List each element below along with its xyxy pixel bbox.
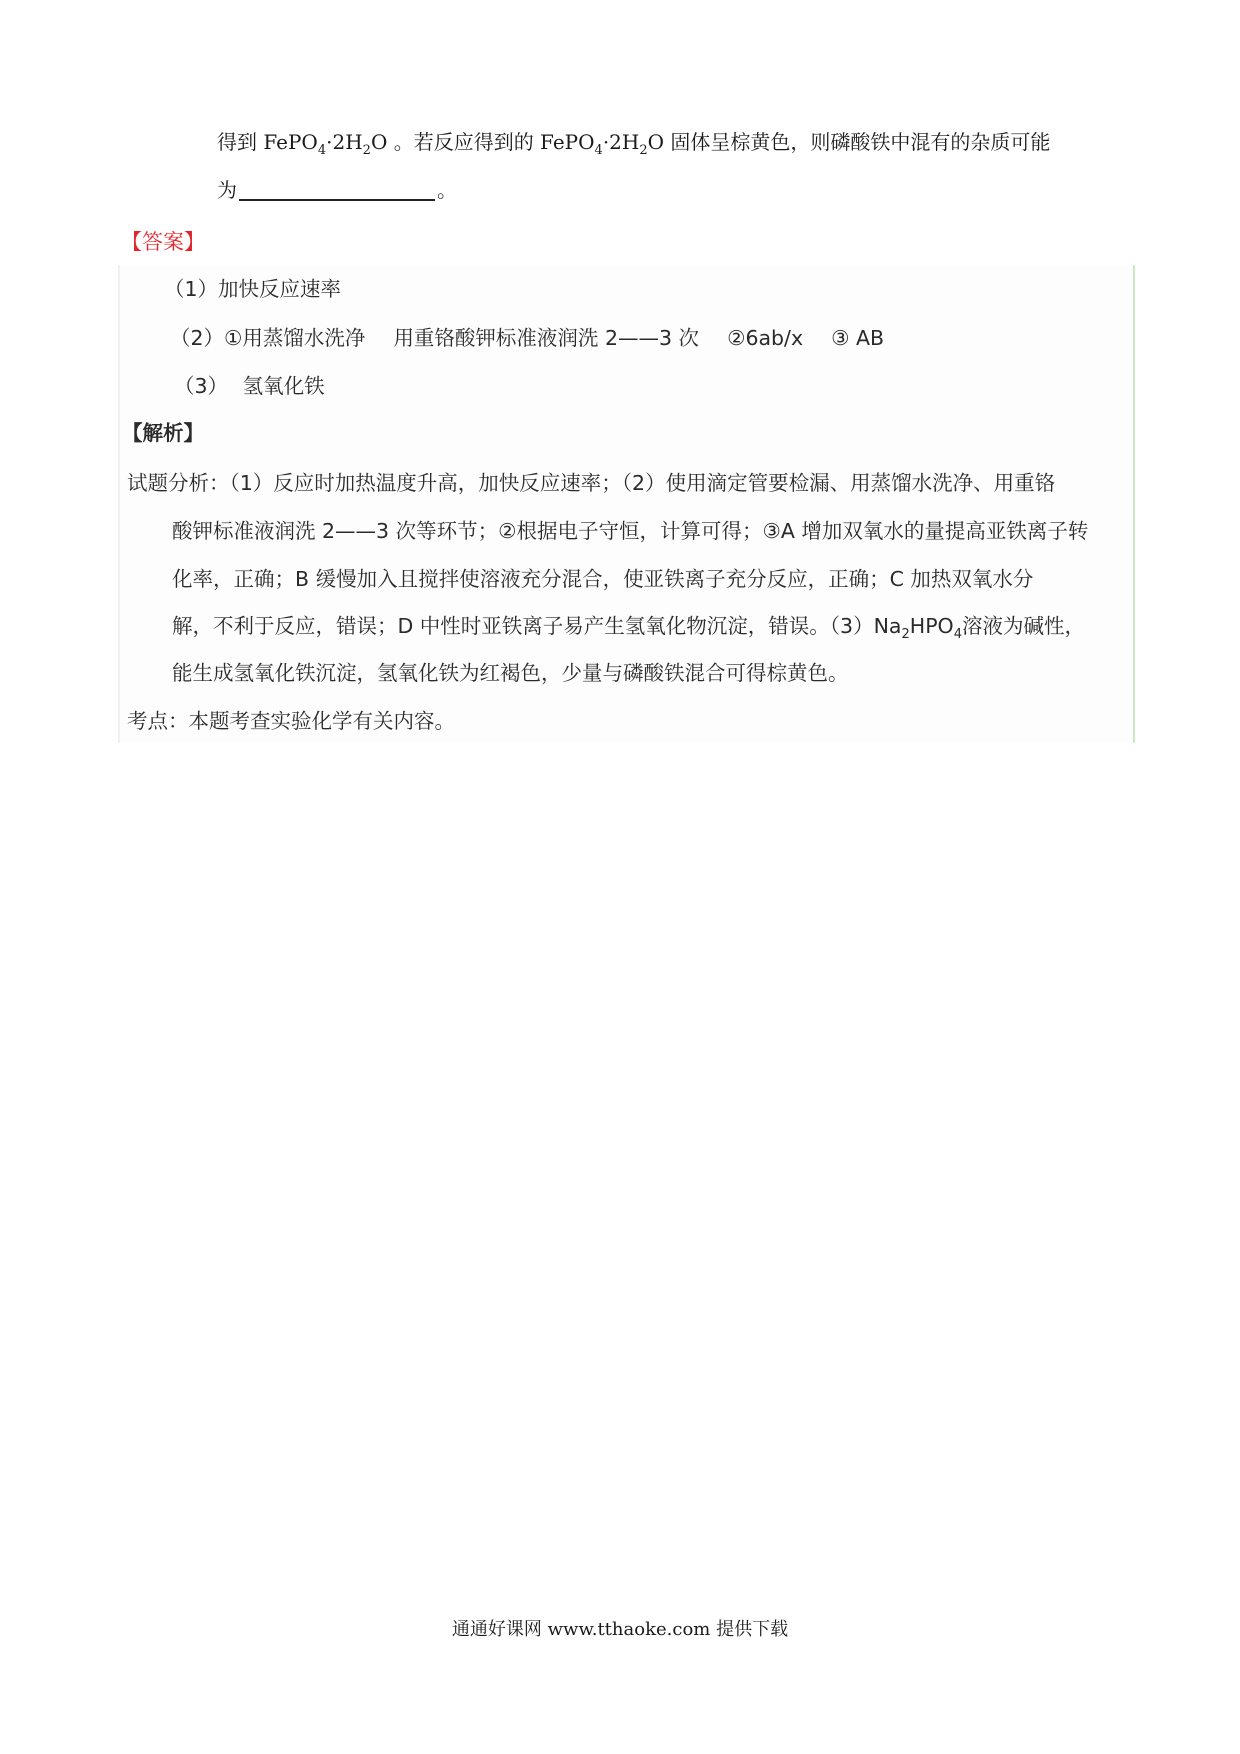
- q1-d-sub: 2: [639, 143, 648, 158]
- analysis-line-4-sub2: 4: [953, 627, 962, 643]
- analysis-line-4: [172, 612, 1085, 643]
- question-line-2: [217, 176, 457, 204]
- answer-item-2: [170, 324, 884, 352]
- q2-suffix: 。: [437, 178, 457, 202]
- q1-b-sub: 2: [362, 143, 371, 158]
- q1-a: 得到 FePO: [217, 130, 318, 154]
- analysis-line-3: 化率，正确；B 缓慢加入且搅拌使溶液充分混合，使亚铁离子充分反应，正确；C 加热双氧水分: [172, 567, 1034, 591]
- analysis-line-5: 能生成氢氧化铁沉淀，氢氧化铁为红褐色，少量与磷酸铁混合可得棕黄色。: [172, 661, 849, 685]
- kaodian-line: 考点：本题考查实验化学有关内容。: [127, 709, 455, 733]
- q2-prefix: 为: [217, 178, 237, 202]
- q1-b: ·2H: [326, 130, 363, 154]
- answer-item-1: （1）加快反应速率: [164, 277, 342, 301]
- q1-c-sub: 4: [594, 143, 603, 158]
- analysis-heading: 【解析】: [122, 421, 204, 445]
- answer-item-2-part1: ①用蒸馏水洗净: [224, 326, 366, 350]
- analysis-line-4-c: 溶液为碱性，: [961, 614, 1085, 638]
- analysis-line-4-a: 解，不利于反应，错误；D 中性时亚铁离子易产生氢氧化物沉淀，错误。（3）Na: [172, 614, 902, 638]
- page-footer: 通通好课网 www.tthaoke.com 提供下载: [451, 1619, 789, 1640]
- answer-blank: [239, 179, 435, 201]
- answer-item-2-label: （2）: [170, 326, 225, 350]
- q1-e: O 固体呈棕黄色，则磷酸铁中混有的杂质可能: [647, 130, 1051, 154]
- analysis-line-4-sub1: 2: [901, 627, 910, 643]
- q1-d: ·2H: [602, 130, 640, 154]
- analysis-line-1: 试题分析：（1）反应时加热温度升高，加快反应速率；（2）使用滴定管要检漏、用蒸馏水洗净、用重铬: [127, 471, 1056, 495]
- q1-c: O 。若反应得到的 FePO: [370, 130, 595, 154]
- answer-heading: 【答案】: [121, 230, 205, 254]
- answer-item-3-label: （3）: [174, 374, 229, 398]
- answer-item-2-part3: ②6ab/x: [727, 326, 804, 350]
- answer-item-2-part4: ③ AB: [831, 326, 885, 350]
- question-line-1: [217, 128, 1050, 156]
- q1-a-sub: 4: [317, 143, 327, 158]
- analysis-line-4-b: HPO: [909, 614, 954, 638]
- analysis-line-2: 酸钾标准液润洗 2——3 次等环节；②根据电子守恒，计算可得；③A 增加双氧水的量提高亚铁离子转: [172, 519, 1089, 543]
- answer-item-3-text: 氢氧化铁: [242, 374, 325, 398]
- scanned-answer-box: [118, 265, 1135, 743]
- answer-item-3: [174, 372, 325, 400]
- answer-item-2-part2: 用重铬酸钾标准液润洗 2——3 次: [393, 326, 700, 350]
